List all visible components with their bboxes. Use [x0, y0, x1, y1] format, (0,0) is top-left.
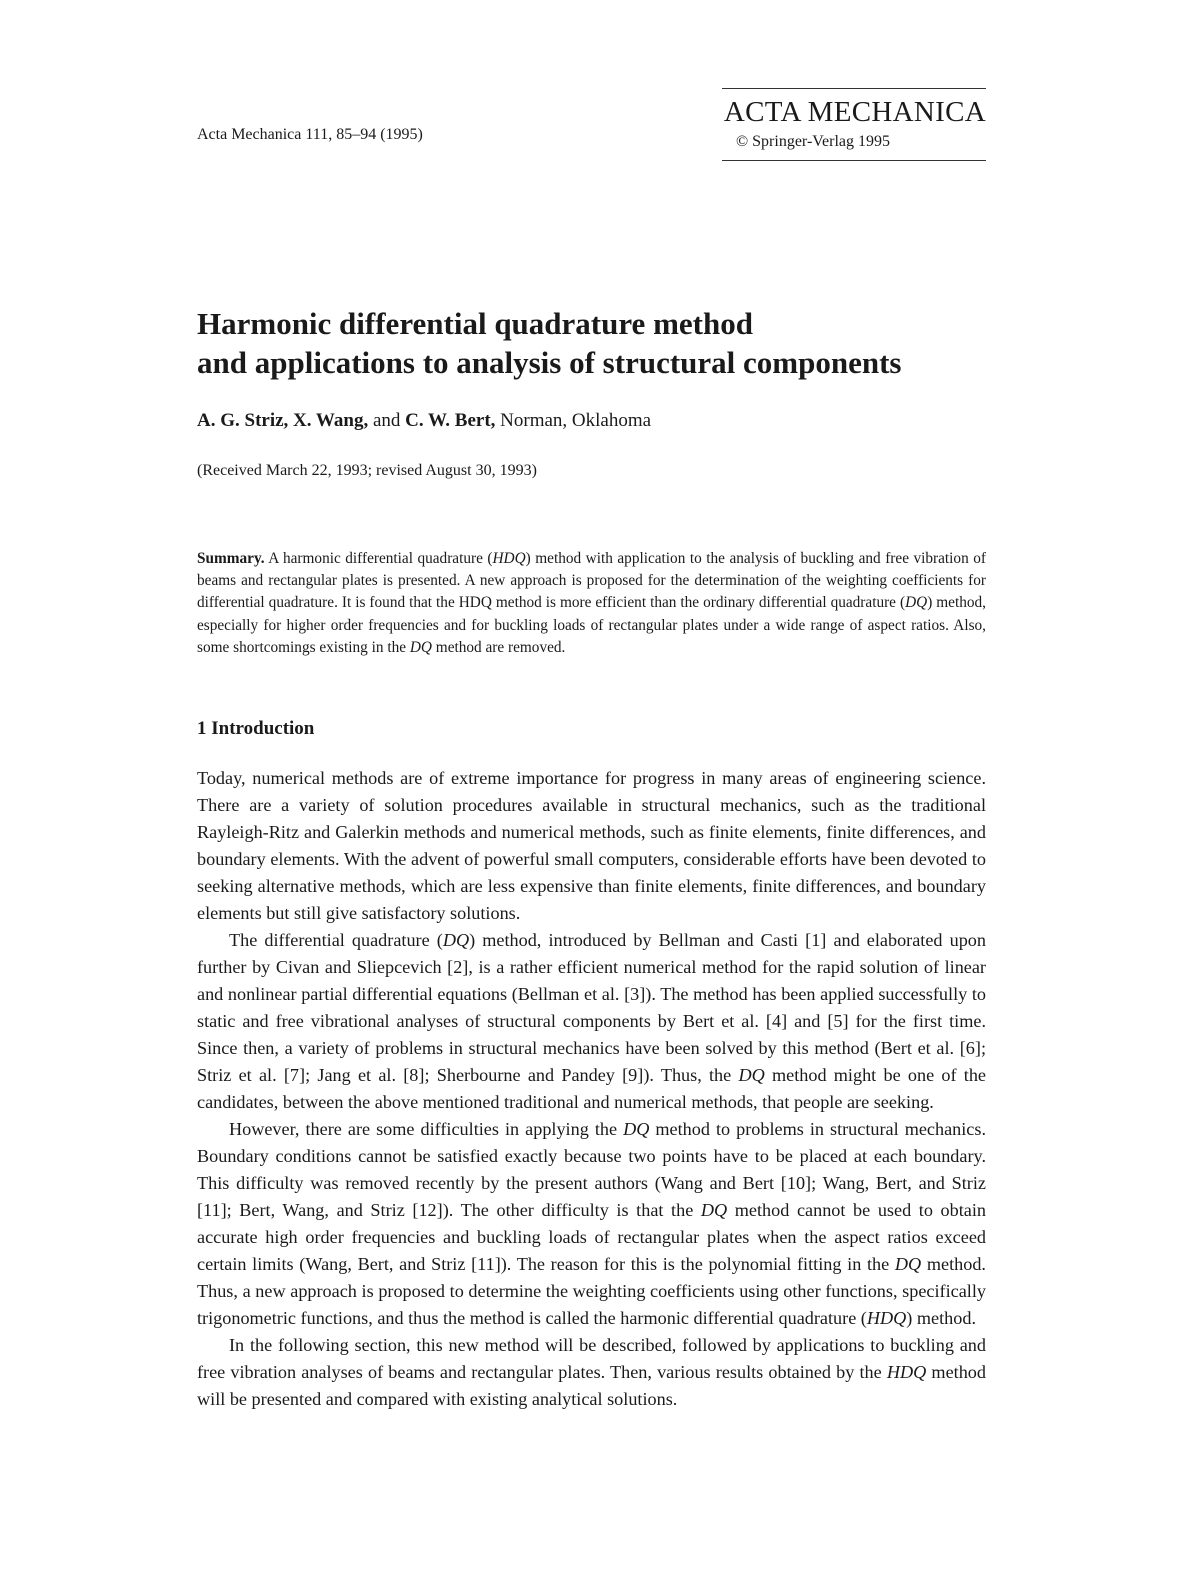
paragraph-term: DQ — [894, 1254, 922, 1274]
author-affiliation: Norman, Oklahoma — [500, 410, 652, 431]
summary-term: HDQ — [492, 550, 526, 567]
paragraph-4 — [197, 1332, 986, 1413]
paragraph-term: DQ — [442, 930, 470, 950]
summary-text: method are removed. — [431, 638, 566, 656]
title-line-1: Harmonic differential quadrature method — [197, 306, 753, 341]
author-conjunction: and — [372, 410, 401, 431]
summary-text: ) method, especially for higher order frequencies and for buckling loads of rectangular plates under a wide range of aspect ratios. Also, some shortcomings existing in the — [197, 594, 986, 656]
section-heading-introduction: 1 Introduction — [197, 718, 315, 739]
paragraph-term: DQ — [623, 1119, 650, 1139]
paragraph-term: DQ — [738, 1065, 765, 1085]
paragraph-text: In the following section, this new method will be described, followed by applications to buckling and free vibration analyses of beams and rectangular plates. Then, various results obtained by the — [197, 1335, 986, 1382]
paragraph-text: method cannot be used to obtain accurate high order frequencies and buckling loads of rectangular plates when the aspect ratios exceed certain limits (Wang, Bert, and Striz [11]). The reason for this is the polynomial fitting in the — [197, 1200, 986, 1274]
paragraph-3 — [197, 1116, 986, 1332]
paragraph-text: method will be presented and compared with existing analytical solutions. — [197, 1362, 986, 1409]
summary-text: ) method with application to the analysis of buckling and free vibration of beams and rectangular plates is presented. A new approach is proposed for the determination of the weighting coefficients for differential quadrature. It is found that the HDQ method is more efficient than the ordinary differential quadrature ( — [197, 550, 986, 612]
paragraph-term: DQ — [700, 1200, 728, 1220]
received-dates: (Received March 22, 1993; revised August 30, 1993) — [197, 462, 537, 479]
journal-reference: Acta Mechanica 111, 85–94 (1995) — [197, 126, 423, 143]
author-name: A. G. Striz, — [197, 410, 289, 431]
summary-term: DQ — [905, 594, 928, 612]
journal-masthead — [722, 88, 986, 161]
paragraph-text: method. Thus, a new approach is proposed to determine the weighting coefficients using other functions, specifically trigonometric functions, and thus the method is called the harmonic differential quadrature ( — [197, 1254, 986, 1328]
paragraph-text: The differential quadrature ( — [229, 930, 443, 950]
summary-label: Summary. — [197, 550, 265, 567]
introduction-body — [197, 765, 986, 1413]
summary-abstract — [197, 548, 986, 659]
author-line — [197, 410, 651, 432]
title-line-2: and applications to analysis of structural components — [197, 345, 902, 380]
paragraph-text: ) method, introduced by Bellman and Casti [1] and elaborated upon further by Civan and Sliepcevich [2], is a rather efficient numerical method for the rapid solution of linear and nonlinear partial differential equations (Bellman et al. [3]). The method has been applied successfully to static and free vibrational analyses of structural components by Bert et al. [4] and [5] for the first time. Since then, a variety of problems in structural mechanics have been solved by this method (Bert et al. [6]; Striz et al. [7]; Jang et al. [8]; Sherbourne and Pandey [9]). Thus, the — [197, 930, 986, 1085]
copyright-notice: © Springer-Verlag 1995 — [736, 133, 891, 150]
author-name: X. Wang, — [293, 410, 369, 431]
paragraph-text: method to problems in structural mechanics. Boundary conditions cannot be satisfied exactly because two points have to be placed at each boundary. This difficulty was removed recently by the present authors (Wang and Bert [10]; Wang, Bert, and Striz [11]; Bert, Wang, and Striz [12]). The other difficulty is that the — [197, 1119, 986, 1220]
paragraph-1: Today, numerical methods are of extreme importance for progress in many areas of engineering science. There are a variety of solution procedures available in structural mechanics, such as the traditional Rayleigh-Ritz and Galerkin methods and numerical methods, such as finite elements, finite differences, and boundary elements. With the advent of powerful small computers, considerable efforts have been devoted to seeking alternative methods, which are less expensive than finite elements, finite differences, and boundary elements but still give satisfactory solutions. — [197, 768, 986, 923]
paragraph-term: HDQ — [886, 1362, 927, 1382]
paragraph-text: However, there are some difficulties in applying the — [229, 1119, 624, 1139]
paragraph-text: ) method. — [906, 1308, 976, 1328]
paragraph-text: method might be one of the candidates, between the above mentioned traditional and numerical methods, that people are seeking. — [197, 1065, 986, 1112]
paper-title — [197, 304, 997, 382]
masthead-bottom-rule — [722, 160, 986, 161]
paragraph-2 — [197, 927, 986, 1116]
author-name: C. W. Bert, — [405, 410, 496, 431]
summary-text: A harmonic differential quadrature ( — [268, 550, 493, 567]
summary-term: DQ — [409, 638, 432, 656]
journal-name: ACTA MECHANICA — [723, 96, 986, 128]
masthead-top-rule — [722, 88, 986, 89]
paragraph-term: HDQ — [866, 1308, 907, 1328]
